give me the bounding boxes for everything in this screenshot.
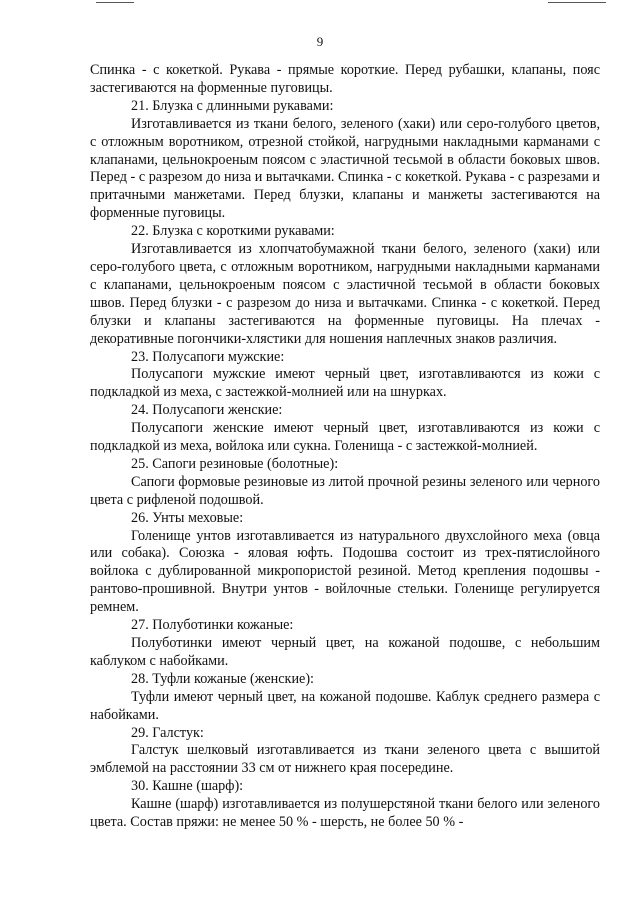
scan-edge-mark-left — [96, 2, 134, 3]
paragraph: Голенище унтов изготавливается из натурального двухслойного меха (овца или собака). Союзка - яловая юфть. Подошва состоит из трех-пятислойного войлока с дублированной микропористой резиной. Метод крепления подошвы - рантово-прошивной. Внутри унтов - войлочные стельки. Голенище регулируется ремнем. — [90, 527, 600, 616]
paragraph: Галстук шелковый изготавливается из ткани зеленого цвета с вышитой эмблемой на расстоянии 33 см от нижнего края посередине. — [90, 742, 600, 777]
page-number: 9 — [316, 34, 324, 49]
section-heading: 22. Блузка с короткими рукавами: — [131, 223, 335, 240]
section-heading: 29. Галстук: — [131, 724, 204, 741]
scan-edge-mark-right — [548, 2, 606, 3]
section-heading: 23. Полусапоги мужские: — [131, 348, 285, 365]
paragraph: Туфли имеют черный цвет, на кожаной подошве. Каблук среднего размера с набойками. — [90, 688, 600, 723]
document-body — [90, 62, 600, 832]
section-heading: 30. Кашне (шарф): — [131, 778, 244, 795]
section-heading: 25. Сапоги резиновые (болотные): — [131, 455, 339, 472]
section-heading: 26. Унты меховые: — [131, 509, 244, 526]
section-heading: 24. Полусапоги женские: — [131, 402, 283, 419]
paragraph: Полусапоги мужские имеют черный цвет, изготавливаются из кожи с подкладкой из меха, с застежкой-молнией или на шнурках. — [90, 366, 600, 401]
paragraph: Полуботинки имеют черный цвет, на кожаной подошве, с небольшим каблуком с набойками. — [90, 635, 600, 669]
paragraph: Сапоги формовые резиновые из литой прочной резины зеленого или черного цвета с рифленой подошвой. — [90, 473, 600, 508]
section-heading: 27. Полуботинки кожаные: — [131, 617, 294, 634]
paragraph: Кашне (шарф) изготавливается из полушерстяной ткани белого или зеленого цвета. Состав пряжи: не менее 50 % - шерсть, не более 50 % - — [90, 796, 600, 831]
continuation-paragraph: Спинка - с кокеткой. Рукава - прямые короткие. Перед рубашки, клапаны, пояс застегиваются на форменные пуговицы. — [90, 62, 600, 96]
paragraph: Полусапоги женские имеют черный цвет, изготавливаются из кожи с подкладкой из меха, войлока или сукна. Голенища - с застежкой-молнией. — [90, 420, 600, 455]
paragraph: Изготавливается из ткани белого, зеленого (хаки) или серо-голубого цветов, с отложным воротником, отрезной стойкой, нагрудными накладными карманами с клапанами, цельнокроеным поясом с эластичной тесьмой в области боковых швов. Перед - с разрезом до низа и вытачками. Спинка - с кокеткой. Рукава - с разрезами и притачными манжетами. Перед блузки, клапаны и манжеты застегиваются на форменные пуговицы. — [90, 115, 600, 222]
paragraph: Изготавливается из хлопчатобумажной ткани белого, зеленого (хаки) или серо-голубого цвета, с отложным воротником, нагрудными накладными карманами с клапанами, цельнокроеным поясом с эластичной тесьмой в области боковых швов. Перед блузки - с разрезом до низа и вытачками. Спинка - с кокеткой. Перед блузки и клапаны застегиваются на форменные пуговицы. На плечах - декоративные погончики-хлястики для ношения наплечных знаков различия. — [90, 241, 600, 347]
section-heading: 21. Блузка с длинными рукавами: — [131, 97, 334, 114]
section-heading: 28. Туфли кожаные (женские): — [131, 670, 314, 687]
